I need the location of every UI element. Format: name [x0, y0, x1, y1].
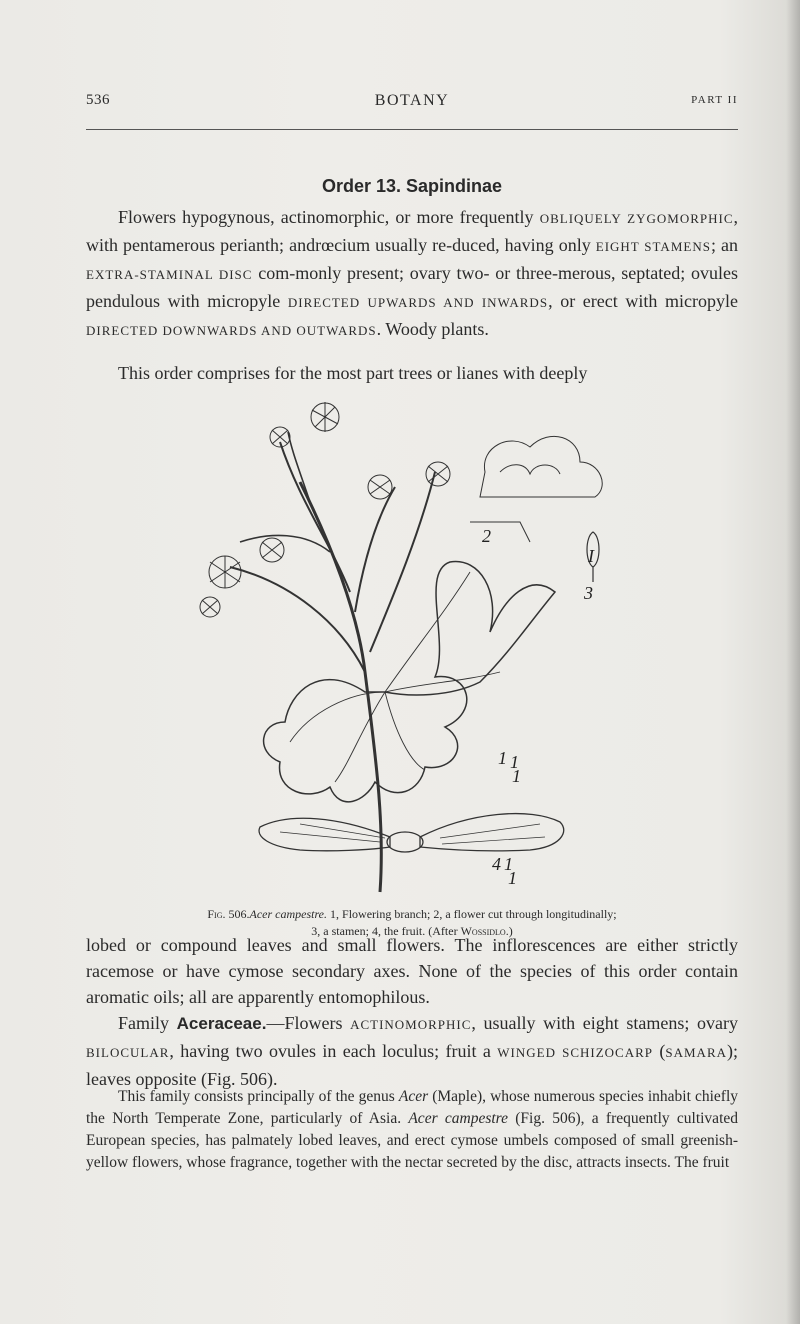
- family-description: lobed or compound leaves and small flowers. The inflorescences are either strictly racemose or have cymose secondary axes. None of the species of this order contain aromatic oils; all are apparently entomophilous. Family Aceraceae.—Flowers ACTINOMORPHIC, usually with eight stamens; ovary BILOCULAR, having two ovules in each loculus; fruit a WINGED SCHIZOCARP (SAMARA); leaves opposite (Fig. 506).: [86, 935, 738, 1089]
- part-label: PART II: [691, 94, 738, 106]
- figure-scale-4a: 1: [504, 854, 513, 874]
- order-overview-line: This order comprises for the most part trees or lianes with deeply: [118, 363, 588, 383]
- samara-fruit: [259, 814, 564, 852]
- flower-cluster-top: [200, 402, 450, 617]
- figure-label-stamen-1: I: [588, 546, 594, 566]
- figure-label-2: 2: [482, 526, 491, 546]
- figure-scale-1a: 1: [510, 752, 519, 772]
- figure-label-4: 4: [492, 854, 501, 874]
- order-title: Order 13. Sapindinae: [321, 176, 503, 196]
- figure-caption: Fig. 506.Acer campestre. 1, Flowering branch; 2, a flower cut through longitudinally; 3, a stamen; 4, the fruit. (After Wossidlo.): [207, 907, 617, 938]
- acer-campestre-illustration: [180, 392, 640, 904]
- page-number: 536: [86, 92, 110, 108]
- figure-label-1: 1: [498, 748, 507, 768]
- figure-scale-4b: 1: [508, 868, 517, 888]
- acer-notes: This family consists principally of the genus Acer (Maple), whose numerous species inhabit chiefly the North Temperate Zone, particularly of Asia. Acer campestre (Fig. 506), a frequently cultivated European species, has palmately lobed leaves, and erect cymose umbels composed of small greenish-yellow flowers, whose fragrance, together with the nectar secreted by the disc, attracts insects. The fruit: [86, 1088, 739, 1171]
- header-rule: [86, 129, 738, 130]
- figure-label-3: 3: [584, 583, 593, 603]
- running-title: BOTANY: [374, 92, 450, 109]
- page-edge-shadow: [786, 0, 800, 1324]
- figure-scale-1b: 1: [512, 766, 521, 786]
- page-header: [86, 92, 738, 114]
- order-description: Flowers hypogynous, actinomorphic, or more frequently OBLIQUELY ZYGOMORPHIC, with pentamerous perianth; andrœcium usually re-duced, having only EIGHT STAMENS; an EXTRA-STAMINAL DISC com-monly present; ovary two- or three-merous, septated; ovules pendulous with micropyle DIRECTED UPWARDS AND INWARDS, or erect with micropyle DIRECTED DOWNWARDS AND OUTWARDS. Woody plants.: [86, 207, 738, 339]
